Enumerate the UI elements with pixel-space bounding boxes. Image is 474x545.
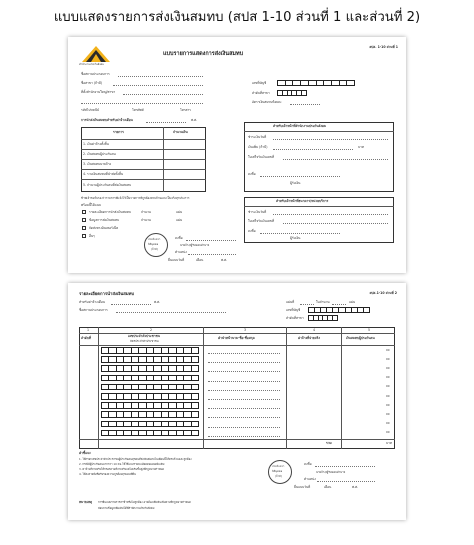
row-2-name-line[interactable] — [208, 362, 280, 363]
amounts-row-count: 5. จำนวนผู้ประกันตนที่ส่งเงินสมทบ — [83, 183, 132, 187]
detail-account-no: เลขที่บัญชี — [286, 308, 301, 312]
row-9-cents: 00 — [386, 421, 390, 426]
row-4-name-line[interactable] — [208, 381, 280, 382]
col-head-wage: ค่าจ้างที่จ่ายจริง — [298, 336, 320, 340]
detail-sign-year: พ.ศ. — [352, 485, 359, 489]
row-6-id-boxes[interactable] — [101, 393, 199, 400]
attach-item-2: ข้อมูลการส่งเงินสมทบ — [89, 218, 120, 222]
attach-item-4: อื่นๆ — [89, 234, 95, 238]
field-branch: ชื่อสาขา (ถ้ามี) — [81, 81, 103, 85]
col-head-id: เลขประจำตัวประชาชน — [128, 334, 160, 338]
note-3: 3. ค่าจ้างที่จ่ายจริงให้กรอกตามที่จ่ายจริงแต่ไม่เกินขั้นสูงที่กฎหมายกำหนด — [79, 467, 164, 471]
row-9-name-line[interactable] — [208, 427, 280, 428]
row-1-name-line[interactable] — [208, 353, 280, 354]
col-head-seq: ลำดับที่ — [81, 336, 91, 340]
bank-receipt-no: ใบเสร็จรับเงินเลขที่ — [248, 219, 275, 223]
col-subhead-id: บัตรประจำตัวประชาชน — [130, 339, 159, 343]
amounts-head-item: รายการ — [113, 130, 124, 134]
row-7-id-boxes[interactable] — [101, 402, 199, 409]
detail-stamp-line-1: ประทับตรา — [272, 465, 285, 468]
detail-period-year: พ.ศ. — [154, 300, 161, 304]
sign-position: ตำแหน่ง — [175, 250, 187, 254]
office-box-sso-title: สำหรับเจ้าหน้าที่สำนักงานประกันสังคม — [273, 124, 327, 128]
row-10-id-boxes[interactable] — [101, 430, 199, 437]
footer-2: สอบถามข้อมูลเพิ่มเติมได้ที่สำนักงานประกันสังคม — [98, 506, 155, 510]
row-4-id-boxes[interactable] — [101, 375, 199, 382]
attach-checkbox-1[interactable] — [82, 210, 86, 214]
note-4: 4. ให้ลงลายมือชื่อรับรองความถูกต้องทุกแผ่นที่ยื่น — [79, 472, 136, 476]
col-number-5: 5 — [368, 328, 371, 332]
detail-sign-position: ตำแหน่ง — [304, 477, 316, 481]
attach-item-1: รายละเอียดการนำส่งเงินสมทบ — [89, 210, 131, 214]
sign-label: ลงชื่อ — [175, 236, 183, 240]
row-5-name-line[interactable] — [208, 390, 280, 391]
field-postcode: รหัสไปรษณีย์ — [81, 108, 100, 112]
sso-logo-icon — [81, 45, 111, 63]
detail-period: สำหรับค่าจ้างเดือน — [79, 300, 105, 304]
col-number-4: 4 — [313, 328, 316, 332]
row-2-id-boxes[interactable] — [101, 356, 199, 363]
note-1: 1. ให้กรอกเลขประจำตัวประชาชนผู้ประกันตนทุกคนที่ส่งเงินสมทบในเดือนนี้ให้ครบถ้วนและถูกต้อง — [79, 457, 192, 461]
row-2-cents: 00 — [386, 356, 390, 361]
detail-sign-label: ลงชื่อ — [304, 462, 312, 466]
amounts-row-total: 4. รวมเงินสมทบที่นำส่งทั้งสิ้น — [83, 172, 124, 176]
branch-number-boxes[interactable] — [277, 90, 307, 96]
detail-sheet-of: ในจำนวน — [316, 300, 330, 304]
row-4-cents: 00 — [386, 375, 390, 380]
amounts-row-wages: 1. เงินค่าจ้างทั้งสิ้น — [83, 142, 109, 146]
field-fax: โทรสาร — [180, 108, 191, 112]
bank-sign: ลงชื่อ — [248, 229, 256, 233]
note-2: 2. กรณีมีผู้ประกันตนมากกว่า 10 คน ให้ใช้แบบรายละเอียดต่อแผ่นเพิ่มเติม — [79, 462, 165, 466]
sign-role: นายจ้าง/ผู้รับมอบอำนาจ — [180, 243, 210, 247]
detail-title: รายละเอียดการนำส่งเงินสมทบ — [79, 291, 135, 296]
attach-count-label: จำนวน — [141, 218, 151, 222]
office-box-bank-title: สำหรับเจ้าหน้าที่ธนาคาร/หน่วยบริการ — [276, 199, 329, 203]
stamp-line-2: นิติบุคคล — [148, 243, 159, 246]
declaration: ข้าพเจ้าขอรับรองว่ารายการที่แจ้งไว้เป็นรายการที่ถูกต้องครบถ้วนและเป็นจริงทุกประการ — [81, 196, 190, 200]
detail-stamp-line-2: นิติบุคคล — [272, 470, 283, 473]
bank-receiver: ผู้รับเงิน — [290, 236, 301, 240]
row-3-name-line[interactable] — [208, 371, 280, 372]
sso-paid-date: ชำระเงินวันที่ — [248, 135, 267, 139]
row-5-id-boxes[interactable] — [101, 384, 199, 391]
row-1-id-boxes[interactable] — [101, 347, 199, 354]
row-5-cents: 00 — [386, 384, 390, 389]
form-title: แบบรายการแสดงการส่งเงินสมทบ — [163, 51, 244, 57]
period-year-label: พ.ศ. — [191, 118, 198, 122]
row-7-name-line[interactable] — [208, 408, 280, 409]
detail-account-boxes[interactable] — [308, 307, 370, 313]
row-9-id-boxes[interactable] — [101, 421, 199, 428]
col-number-3: 3 — [244, 328, 247, 332]
field-company: ชื่อสถานประกอบการ — [81, 72, 110, 76]
attach-sheets-label: แผ่น — [176, 210, 183, 214]
form-code: สปส. 1-10 ส่วนที่ 1 — [369, 45, 398, 49]
detail-sign-month: เดือน — [324, 485, 332, 489]
logo-caption: สำนักงานประกันสังคม — [79, 63, 104, 66]
row-8-id-boxes[interactable] — [101, 411, 199, 418]
attach-checkbox-4[interactable] — [82, 234, 86, 238]
attach-sheets-label: แผ่น — [176, 218, 183, 222]
attach-checkbox-2[interactable] — [82, 218, 86, 222]
footer-1: การยื่นแบบรายการล่าช้าหรือไม่ถูกต้อง อาจต้องเสียเงินเพิ่มตามที่กฎหมายกำหนด — [98, 500, 191, 504]
row-6-cents: 00 — [386, 393, 390, 398]
amounts-row-employee: 2. เงินสมทบผู้ประกันตน — [83, 152, 116, 156]
row-6-name-line[interactable] — [208, 399, 280, 400]
attach-checkbox-3[interactable] — [82, 226, 86, 230]
account-number-boxes[interactable] — [277, 80, 355, 86]
field-rate: อัตราเงินสมทบร้อยละ — [252, 100, 282, 104]
col-head-name: คำนำหน้านาม-ชื่อ-ชื่อสกุล — [218, 336, 255, 340]
detail-branch-boxes[interactable] — [308, 315, 338, 321]
row-3-cents: 00 — [386, 365, 390, 370]
col-head-contrib: เงินสมทบผู้ประกันตน — [346, 336, 375, 340]
detail-sign-date: ยื่นแบบวันที่ — [294, 485, 311, 489]
row-3-id-boxes[interactable] — [101, 365, 199, 372]
form-sheet-part2 — [68, 283, 406, 520]
detail-code: สปส.1-10 ส่วนที่ 2 — [369, 291, 397, 295]
form-sheet-part1 — [68, 37, 406, 273]
field-account-no: เลขที่บัญชี — [252, 81, 267, 85]
row-7-cents: 00 — [386, 402, 390, 407]
footer-heading: หมายเหตุ — [79, 500, 93, 504]
row-8-name-line[interactable] — [208, 417, 280, 418]
sso-unit: บาท — [358, 145, 364, 149]
sign-month: เดือน — [196, 258, 204, 262]
stamp-line-3: (ถ้ามี) — [151, 248, 158, 251]
detail-branch-no: ลำดับที่สาขา — [286, 316, 304, 320]
notes-heading: คำชี้แจง — [79, 451, 91, 455]
attach-item-3: จัดส่งทางอินเทอร์เน็ต — [89, 226, 119, 230]
page-title: แบบแสดงรายการส่งเงินสมทบ (สปส 1-10 ส่วนที่ 1 และส่วนที่ 2) — [53, 10, 421, 25]
row-1-cents: 00 — [386, 347, 390, 352]
sso-receipt-no: ใบเสร็จรับเงินเลขที่ — [248, 155, 275, 159]
amounts-head-amount: จำนวนเงิน — [173, 130, 188, 134]
amounts-row-employer: 3. เงินสมทบนายจ้าง — [83, 162, 112, 166]
attach-count-label: จำนวน — [141, 210, 151, 214]
attach-heading: พร้อมนี้ได้แนบ — [81, 203, 101, 207]
detail-sheet-no: แผ่นที่ — [286, 300, 295, 304]
total-unit: บาท — [386, 441, 392, 445]
sso-receiver: ผู้รับเงิน — [290, 181, 301, 185]
row-8-cents: 00 — [386, 411, 390, 416]
sign-date: ยื่นแบบวันที่ — [168, 258, 185, 262]
period-label: การนำส่งเงินสมทบสำหรับค่าจ้างเดือน — [81, 118, 133, 122]
sso-sign: ลงชื่อ — [248, 172, 256, 176]
bank-paid-date: ชำระเงินวันที่ — [248, 210, 267, 214]
sso-logo — [81, 45, 111, 69]
row-10-cents: 00 — [386, 430, 390, 435]
col-number-2: 2 — [150, 328, 153, 332]
field-phone: โทรศัพท์ — [132, 108, 144, 112]
row-10-name-line[interactable] — [208, 436, 280, 437]
detail-employer: ชื่อสถานประกอบการ — [79, 308, 108, 312]
stamp-line-1: ประทับตรา — [148, 238, 161, 241]
total-label: รวม — [326, 441, 332, 445]
sign-year: พ.ศ. — [221, 258, 228, 262]
sso-surcharge: เงินเพิ่ม (ถ้ามี) — [248, 145, 268, 149]
col-number-1: 1 — [87, 328, 90, 332]
detail-stamp-line-3: (ถ้ามี) — [275, 475, 282, 478]
detail-sign-role: นายจ้าง/ผู้รับมอบอำนาจ — [316, 470, 346, 474]
detail-sheet-unit: แผ่น — [349, 300, 356, 304]
field-address: ที่ตั้งสำนักงานใหญ่/สาขา — [81, 90, 116, 94]
field-branch-no: ลำดับที่สาขา — [252, 91, 270, 95]
